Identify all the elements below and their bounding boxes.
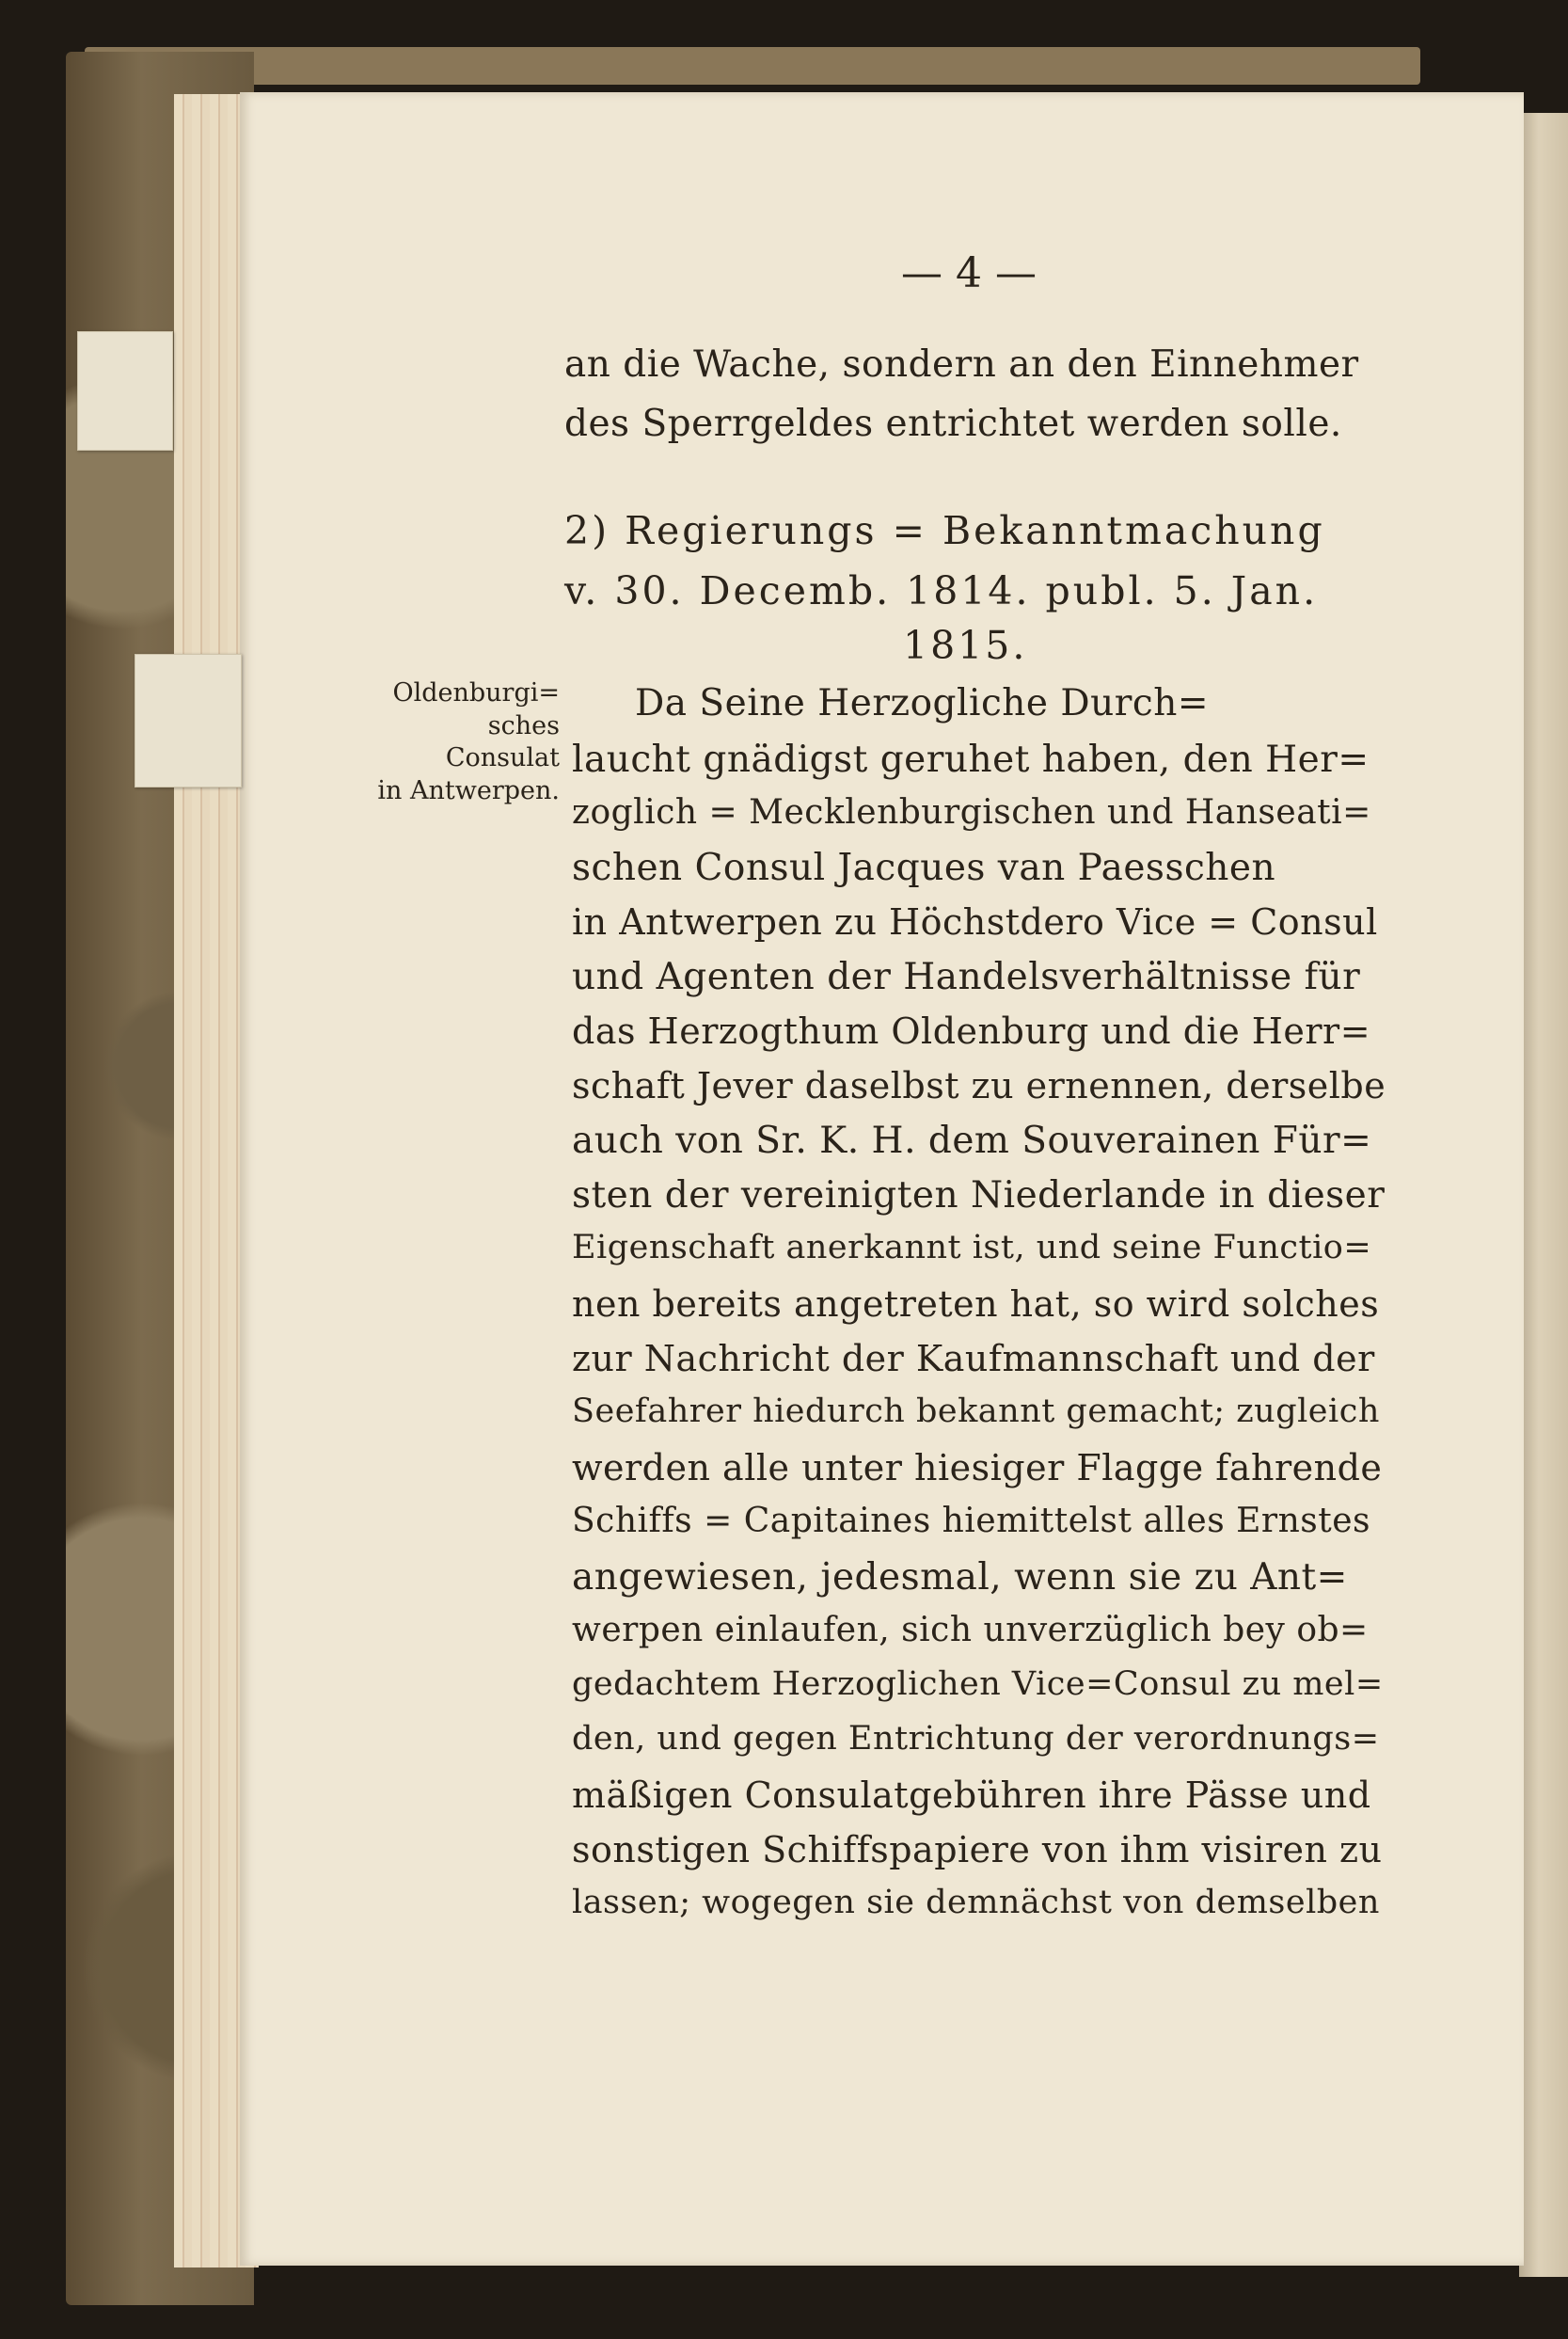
page-number: — 4 — — [901, 249, 1037, 297]
body-line: Seefahrer hiedurch bekannt gemacht; zugleich — [572, 1392, 1380, 1430]
marginal-note-line: sches Consulat — [445, 710, 560, 773]
marginal-note-line: Oldenburgi= — [392, 678, 560, 708]
body-line: nen bereits angetreten hat, so wird solches — [572, 1283, 1380, 1325]
body-line: angewiesen, jedesmal, wenn sie zu Ant= — [572, 1556, 1348, 1599]
book-cover-top-edge — [85, 47, 1420, 85]
body-line: werpen einlaufen, sich unverzüglich bey ob= — [572, 1611, 1369, 1649]
facing-page-edge — [1519, 113, 1568, 2277]
body-line: sonstigen Schiffspapiere von ihm visiren zu — [572, 1829, 1383, 1870]
section-heading-line: 2) Regierungs = Bekanntmachung — [564, 508, 1325, 553]
body-line: zur Nachricht der Kaufmannschaft und der — [572, 1338, 1375, 1379]
paper-bookmark-tab — [77, 331, 173, 451]
body-line: und Agenten der Handelsverhältnisse für — [572, 956, 1361, 998]
body-line: gedachtem Herzoglichen Vice=Consul zu mel= — [572, 1665, 1384, 1703]
body-line: in Antwerpen zu Höchstdero Vice = Consul — [572, 901, 1378, 943]
section-heading-line: v. 30. Decemb. 1814. publ. 5. Jan. — [564, 568, 1319, 613]
body-line: schen Consul Jacques van Paesschen — [572, 847, 1276, 889]
body-line: das Herzogthum Oldenburg und die Herr= — [572, 1010, 1371, 1052]
body-line: schaft Jever daselbst zu ernennen, derselbe — [572, 1065, 1386, 1106]
body-line: zoglich = Mecklenburgischen und Hanseati= — [572, 793, 1371, 832]
body-line: laucht gnädigst geruhet haben, den Her= — [572, 739, 1370, 781]
body-line: Eigenschaft anerkannt ist, und seine Functio= — [572, 1229, 1372, 1266]
continuation-line: an die Wache, sondern an den Einnehmer — [564, 343, 1359, 386]
body-line: den, und gegen Entrichtung der verordnungs= — [572, 1720, 1380, 1758]
section-heading-year: 1815. — [903, 623, 1028, 668]
marginal-note-line: in Antwerpen. — [377, 775, 560, 805]
continuation-line: des Sperrgeldes entrichtet werden solle. — [564, 403, 1342, 445]
body-line: auch von Sr. K. H. dem Souverainen Für= — [572, 1120, 1372, 1162]
body-line: Schiffs = Capitaines hiemittelst alles Ernstes — [572, 1502, 1371, 1540]
body-line: lassen; wogegen sie demnächst von demselben — [572, 1884, 1380, 1921]
body-line: sten der vereinigten Niederlande in dieser — [572, 1174, 1386, 1217]
body-line: Da Seine Herzogliche Durch= — [635, 682, 1210, 724]
body-line: mäßigen Consulatgebühren ihre Pässe und — [572, 1774, 1371, 1816]
paper-bookmark-tab — [135, 654, 242, 788]
body-line: werden alle unter hiesiger Flagge fahrende — [572, 1447, 1383, 1488]
marginal-note — [372, 677, 560, 807]
